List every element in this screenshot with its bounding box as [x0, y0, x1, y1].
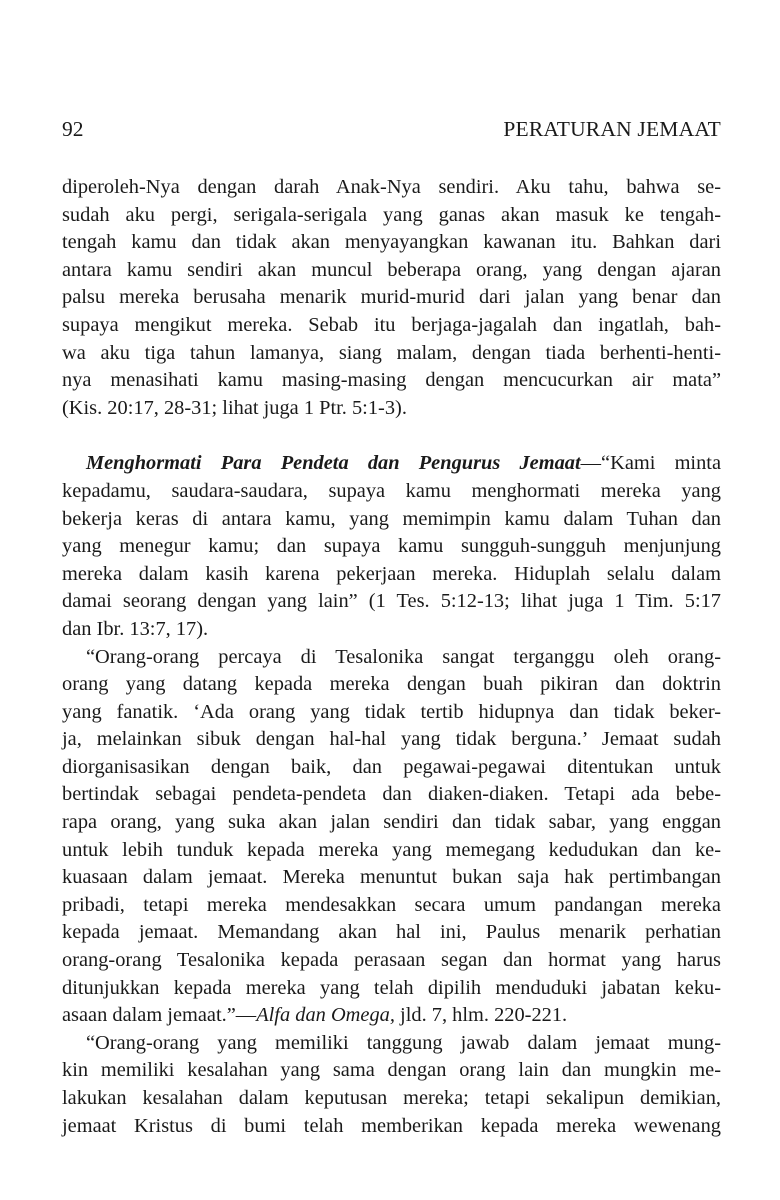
text-line: bertindak sebagai pendeta-pendeta dan diaken-diaken. Tetapi ada bebe-	[62, 783, 721, 806]
text-line: dan Ibr. 13:7, 17).	[62, 617, 209, 640]
citation-source: Alfa dan Omega,	[256, 1004, 395, 1027]
citation-reference: jld. 7, hlm. 220-221.	[394, 1004, 568, 1027]
text-line: (Kis. 20:17, 28-31; lihat juga 1 Ptr. 5:1-3).	[62, 396, 407, 419]
page-number: 92	[62, 117, 84, 141]
text-line: “Orang-orang yang memiliki tanggung jawab dalam jemaat mung-	[86, 1031, 721, 1054]
text-line: orang yang datang kepada mereka dengan buah pikiran dan doktrin	[62, 673, 721, 696]
text-line: sudah aku pergi, serigala-serigala yang ganas akan masuk ke tengah-	[62, 203, 721, 226]
text-line: “Orang-orang percaya di Tesalonika sangat terganggu oleh orang-	[86, 645, 721, 668]
paragraph-4	[62, 1030, 721, 1140]
section-heading: Menghormati Para Pendeta dan Pengurus Jemaat	[86, 452, 581, 475]
text-line: yang fanatik. ‘Ada orang yang tidak tertib hidupnya dan tidak beker-	[62, 700, 721, 723]
text-line: rapa orang, yang suka akan jalan sendiri dan tidak sabar, yang enggan	[62, 811, 721, 834]
paragraph-3	[62, 644, 721, 1030]
text-line: ja, melainkan sibuk dengan hal-hal yang tidak berguna.’ Jemaat sudah	[62, 728, 721, 751]
text-line: kepadamu, saudara-saudara, supaya kamu menghormati mereka yang	[62, 479, 721, 502]
text-line: tengah kamu dan tidak akan menyayangkan kawanan itu. Bahkan dari	[62, 231, 721, 254]
running-title: PERATURAN JEMAAT	[503, 117, 721, 141]
text-line: kepada jemaat. Memandang akan hal ini, Paulus menarik perhatian	[62, 921, 721, 944]
quote-end: asaan dalam jemaat.”—	[62, 1004, 257, 1027]
text-line: damai seorang dengan yang lain” (1 Tes. 5:12-13; lihat juga 1 Tim. 5:17	[62, 590, 721, 613]
text-line: lakukan kesalahan dalam keputusan mereka; tetapi sekalipun demikian,	[62, 1087, 721, 1109]
text-line: kuasaan dalam jemaat. Mereka menuntut bukan saja hak pertimbangan	[62, 866, 721, 889]
text-line: supaya mengikut mereka. Sebab itu berjaga-jagalah dan ingatlah, bah-	[62, 313, 721, 336]
text-line: diperoleh-Nya dengan darah Anak-Nya sendiri. Aku tahu, bahwa se-	[62, 176, 721, 198]
section-gap	[62, 422, 721, 450]
body-text	[62, 174, 721, 1140]
paragraph-2	[62, 450, 721, 643]
text-line	[62, 450, 721, 478]
text-line: untuk lebih tunduk kepada mereka yang memegang kedudukan dan ke-	[62, 838, 721, 861]
text-line: mereka dalam kasih karena pekerjaan mereka. Hiduplah selalu dalam	[62, 562, 721, 585]
text-line: bekerja keras di antara kamu, yang memimpin kamu dalam Tuhan dan	[62, 507, 721, 530]
text-line: pribadi, tetapi mereka mendesakkan secara umum pandangan mereka	[62, 893, 721, 916]
paragraph-1	[62, 174, 721, 422]
heading-continuation: —“Kami minta	[580, 452, 722, 475]
text-line: jemaat Kristus di bumi telah memberikan kepada mereka wewenang	[62, 1114, 721, 1137]
text-line: palsu mereka berusaha menarik murid-murid dari jalan yang benar dan	[62, 286, 721, 309]
text-line: wa aku tiga tahun lamanya, siang malam, dengan tiada berhenti-henti-	[62, 341, 721, 364]
text-line: kin memiliki kesalahan yang sama dengan orang lain dan mungkin me-	[62, 1059, 721, 1082]
running-header	[62, 116, 721, 142]
text-line: nya menasihati kamu masing-masing dengan mencucurkan air mata”	[62, 369, 721, 392]
book-page	[62, 0, 721, 1200]
text-line: ditunjukkan kepada mereka yang telah dipilih menduduki jabatan keku-	[62, 976, 721, 999]
text-line: diorganisasikan dengan baik, dan pegawai-pegawai ditentukan untuk	[62, 755, 721, 778]
text-line: orang-orang Tesalonika kepada perasaan segan dan hormat yang harus	[62, 949, 721, 972]
text-line: antara kamu sendiri akan muncul beberapa orang, yang dengan ajaran	[62, 258, 721, 281]
text-line: yang menegur kamu; dan supaya kamu sungguh-sungguh menjunjung	[62, 535, 721, 558]
text-line	[62, 1002, 721, 1030]
